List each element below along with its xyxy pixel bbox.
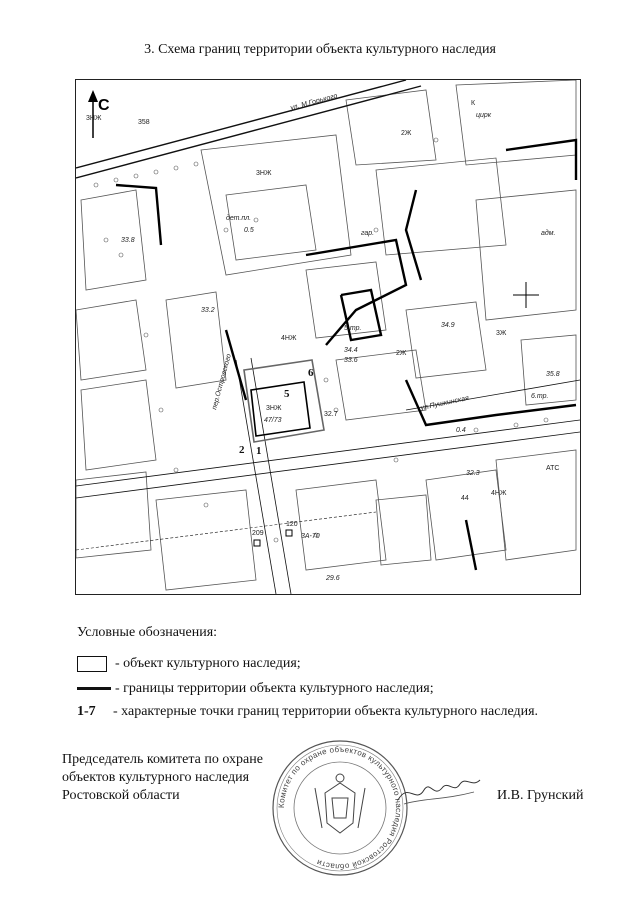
building-label: гар. xyxy=(361,230,375,237)
boundary-point-2: 2 xyxy=(239,444,245,456)
building-label: 44 xyxy=(461,495,469,502)
building-label: дет.пл. xyxy=(226,215,252,222)
height-mark: 0.4 xyxy=(456,427,466,434)
seal-ring-text: Комитет по охране объектов культурного наследия Ростовской области xyxy=(276,744,404,872)
signature-title-block xyxy=(62,751,263,805)
building-label: 5.тр. xyxy=(344,325,362,332)
document-title: 3. Схема границ территории объекта культурного наследия xyxy=(144,42,496,57)
height-mark: 35.8 xyxy=(546,371,560,378)
ref-number: 3А-70 xyxy=(301,533,320,540)
signer-title-line-3: Ростовской области xyxy=(62,788,180,803)
height-mark: 34.4 xyxy=(344,347,358,354)
height-mark: 33.6 xyxy=(344,357,358,364)
grid-cross xyxy=(513,282,539,308)
height-mark: 33.2 xyxy=(201,307,215,314)
legend-item-heritage-object xyxy=(77,656,301,672)
svg-text:Комитет по охране объектов кул xyxy=(277,745,403,871)
height-mark: 32.3 xyxy=(466,470,480,477)
legend-item-boundary xyxy=(77,681,434,697)
street-label-gorkogo: ул. М.Горького xyxy=(289,92,339,112)
north-label: С xyxy=(98,97,110,114)
legend-item-points xyxy=(77,704,538,720)
building-label: 4НЖ xyxy=(281,335,297,342)
height-mark: 32.7 xyxy=(324,411,338,418)
legend-title: Условные обозначения: xyxy=(77,625,218,640)
site-plan-map xyxy=(75,79,581,595)
building-label: 4НЖ xyxy=(491,490,507,497)
height-mark: 0.5 xyxy=(244,227,254,234)
building-label: 3Ж xyxy=(496,330,507,337)
building-label: 3НЖ xyxy=(256,170,272,177)
boundary-point-1: 1 xyxy=(256,445,262,457)
building-label: 6.тр. xyxy=(531,393,549,400)
building-label: 3НЖ xyxy=(86,115,102,122)
legend-line-symbol xyxy=(77,687,111,690)
ref-number: 120 xyxy=(286,521,298,528)
boundary-point-6: 6 xyxy=(308,367,314,379)
legend-text: - характерные точки границ территории объекта культурного наследия. xyxy=(113,704,539,719)
legend-text: - границы территории объекта культурного наследия; xyxy=(115,681,434,696)
building-label: К xyxy=(471,100,476,107)
map-drawing xyxy=(76,80,580,594)
building-label: АТС xyxy=(546,465,560,472)
ref-number: 209 xyxy=(252,530,264,537)
map-trees xyxy=(94,138,548,542)
height-mark: 34.9 xyxy=(441,322,455,329)
north-arrow xyxy=(88,90,110,138)
heritage-object-label: 3НЖ xyxy=(266,405,282,412)
building-label: 2Ж xyxy=(396,350,407,357)
building-label: 2Ж xyxy=(401,130,412,137)
survey-marker xyxy=(286,530,292,536)
height-mark: 33.8 xyxy=(121,237,135,244)
signer-name: И.В. Грунский xyxy=(497,788,584,803)
height-mark: 29.6 xyxy=(326,575,340,582)
boundary-point-5: 5 xyxy=(284,388,290,400)
street-label-ostrovskogo: пер.Островского xyxy=(211,353,233,411)
legend-text: - объект культурного наследия; xyxy=(115,656,301,672)
ref-number: 358 xyxy=(138,119,150,126)
legend-points-symbol: 1-7 xyxy=(77,704,96,719)
seal-emblem xyxy=(315,774,365,833)
building-label: адм. xyxy=(541,230,556,237)
signer-title-line-2: объектов культурного наследия xyxy=(62,770,250,785)
handwritten-signature xyxy=(394,770,484,810)
street-label-pushkinskaya: ул.Пушкинская xyxy=(419,394,470,412)
building-label: цирк xyxy=(476,112,492,119)
heritage-object-address: 47/73 xyxy=(264,417,282,424)
legend-box-symbol xyxy=(77,656,107,672)
signer-title-line-1: Председатель комитета по охране xyxy=(62,752,263,767)
survey-marker xyxy=(254,540,260,546)
other-boundaries xyxy=(116,140,576,570)
official-seal xyxy=(270,738,410,878)
